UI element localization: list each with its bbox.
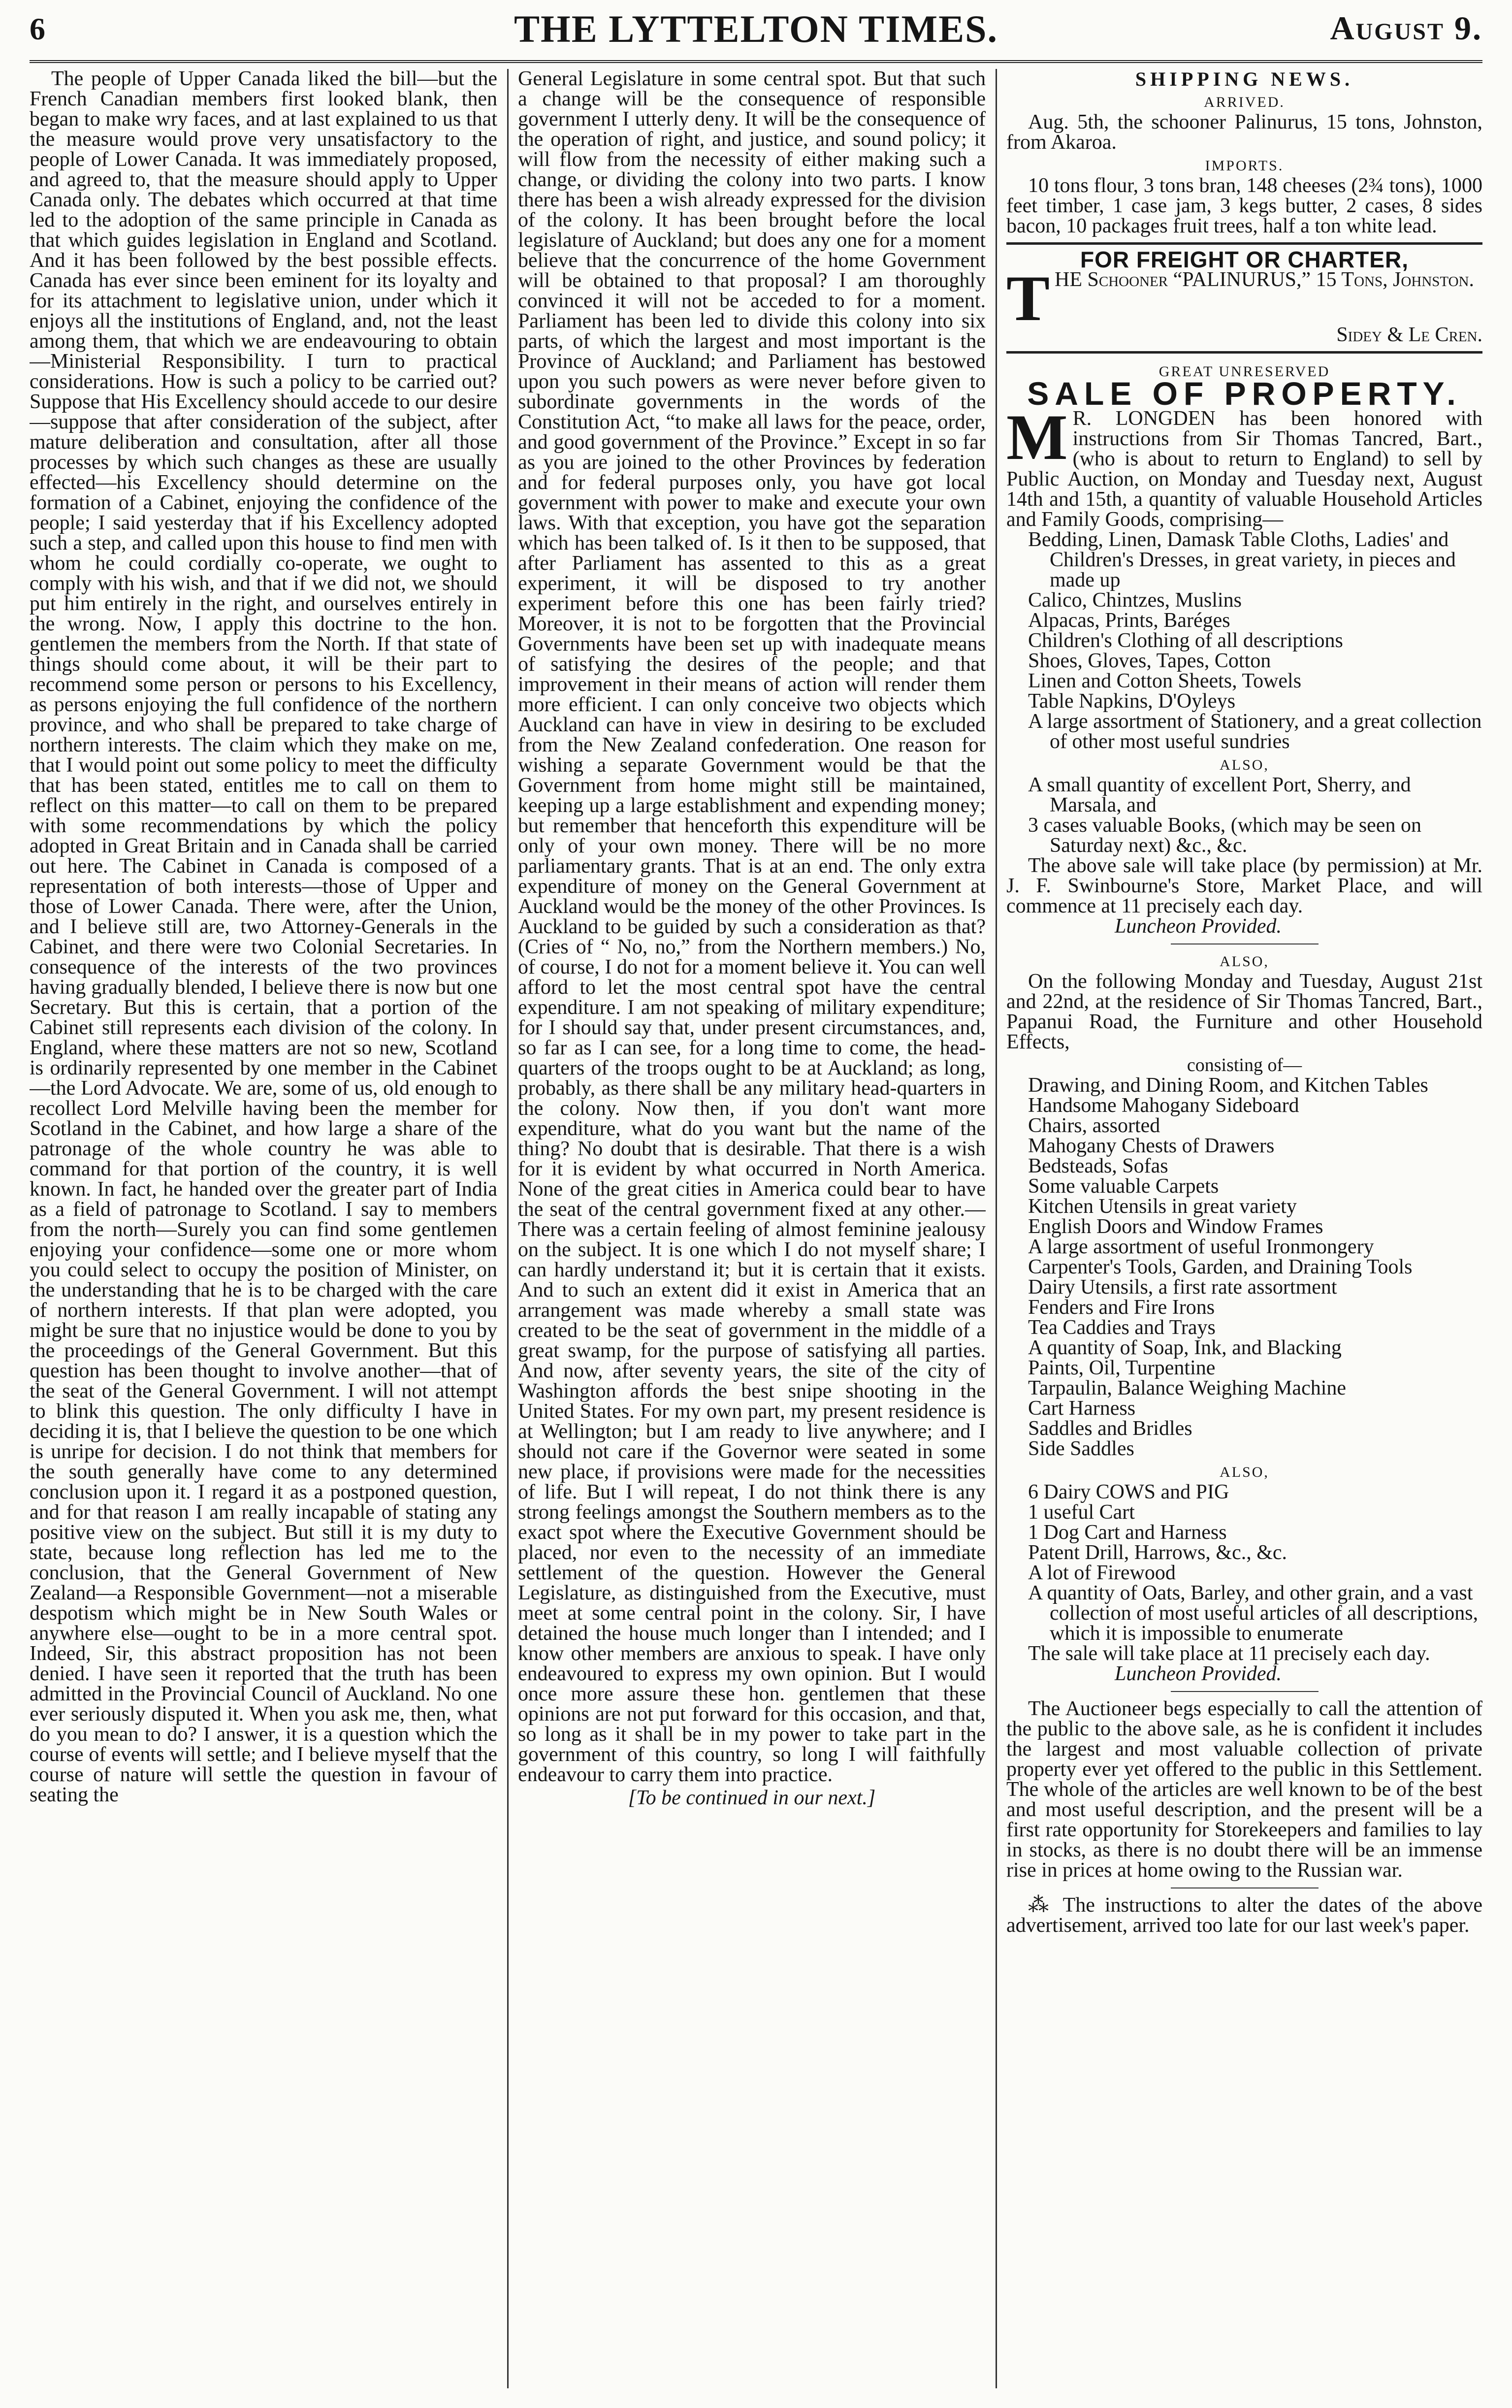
arrived-text: Aug. 5th, the schooner Palinurus, 15 tons, Johnston, from Akaroa.: [1006, 111, 1482, 154]
sale-item: 1 useful Cart: [1028, 1501, 1135, 1524]
sale-intro: R. LONGDEN has been honored with instructions from Sir Thomas Tancred, Bart., (who is about to return to England) to sell by Public Auction, on Monday and Tuesday next, August 14th and 15th, a quantity of valuable Household Articles and Family Goods, comprising—: [1006, 407, 1482, 531]
sale-item: Drawing, and Dining Room, and Kitchen Tables: [1028, 1074, 1428, 1097]
also-label: ALSO,: [1220, 1464, 1269, 1480]
sale-item: A quantity of Soap, Ink, and Blacking: [1028, 1336, 1342, 1359]
divider: [1171, 1887, 1319, 1888]
column-rule: [507, 69, 509, 2388]
late-instructions-note: ⁂ The instructions to alter the dates of the above advertisement, arrived too late for our last week's paper.: [1006, 1894, 1482, 1937]
shipping-title: SHIPPING NEWS.: [1135, 69, 1354, 90]
sale-item: Alpacas, Prints, Baréges: [1028, 609, 1230, 632]
sale-advertisement: [1006, 351, 1482, 1936]
sale-item-list: [1006, 1482, 1482, 1644]
imports-label: IMPORTS.: [1205, 158, 1284, 174]
issue-date: August 9.: [1330, 9, 1482, 47]
sale-item: 1 Dog Cart and Harness: [1028, 1521, 1227, 1544]
sale-item: A large assortment of useful Ironmongery: [1028, 1236, 1374, 1258]
sale-item: Table Napkins, D'Oyleys: [1028, 690, 1236, 713]
freight-text: HE Schooner “PALINURUS,” 15 Tons, Johnston.: [1055, 268, 1474, 291]
sale-item: Cart Harness: [1028, 1397, 1136, 1420]
luncheon-note: Luncheon Provided.: [1115, 1662, 1282, 1685]
imports-text: 10 tons flour, 3 tons bran, 148 cheeses (2¾ tons), 1000 feet timber, 1 case jam, 3 kegs butter, 2 cases, 8 sides bacon, 10 packages fruit trees, half a ton white lead.: [1006, 174, 1482, 237]
divider: [1171, 1691, 1319, 1692]
sale-item: Fenders and Fire Irons: [1028, 1296, 1215, 1319]
sale-item: Kitchen Utensils in great variety: [1028, 1195, 1297, 1218]
sale-place: The above sale will take place (by permission) at Mr. J. F. Swinbourne's Store, Market Place, and will commence at 11 precisely each day.: [1006, 854, 1482, 917]
sale-item-list: [1006, 530, 1482, 752]
auctioneer-note: The Auctioneer begs especially to call the attention of the public to the above sale, as he is confident it includes the largest and most valuable collection of private property ever yet offered to the public in this Settlement. The whole of the articles are well known to be of the best and most useful description, and the present will be a first rate opportunity for Storekeepers and families to lay in stocks, as there is no doubt there will be an immense rise in prices at home owing to the Russian war.: [1006, 1697, 1482, 1882]
sale-item: Carpenter's Tools, Garden, and Draining Tools: [1028, 1256, 1413, 1278]
sale-item-list: [1006, 1075, 1482, 1459]
sale-item: Bedding, Linen, Damask Table Cloths, Ladies' and Children's Dresses, in great variety, in pieces and made up: [1028, 528, 1456, 591]
speech-text-continued: General Legislature in some central spot. But that such a change will be the consequence of responsible government I utterly deny. It will be the consequence of the operation of right, and justice, and sound policy; it will flow from the necessity of either making such a change, or dividing the colony into two parts. I know there has been a wish already expressed for the division of the colony. It has been brought before the local legislature of Auckland; but does any one for a moment believe that the concurrence of the home Government will be obtained to that proposal? I am thoroughly convinced it will not be acceded to for a moment. Parliament has been led to divide this colony into six parts, of which the largest and most important is the Province of Auckland; and Parliament has bestowed upon you such powers as were never before given to subordinate governments in the words of the Constitution Act, “to make all laws for the peace, order, and good government of the Province.” Except in so far as you are joined to the other Provinces by federation and for federal purposes only, you have got local government with power to make and execute your own laws. With that exception, you have got the separation which has been talked of. Is it then to be supposed, that after Parliament has assented to this as a great experiment, it will be disposed to try another experiment before this one has been fairly tried? Moreover, it is not to be forgotten that the Provincial Governments have been set up with inadequate means of satisfying the desires of the people; and that improvement in their means of action will render them more efficient. I can only conceive two objects which Auckland can have in view in desiring to be excluded from the New Zealand confederation. One reason for wishing a separate Government would be that the Government from home might still be maintained, keeping up a large establishment and expending money; but remember that henceforth this expenditure will be only of your own money. There will be no more parliamentary grants. That is at an end. The only extra expenditure of money on the General Government at Auckland would be the money of the other Provinces. Is Auckland to be guided by such a consideration as that? (Cries of “ No, no,” from the Northern members.) No, of course, I do not for a moment believe it. You can well afford to let the most central spot have the central expenditure. I am not speaking of military expenditure; for I should say that, under present circumstances, and, so far as I can see, for a long time to come, the head-quarters of the troops ought to be at Auckland; as long, probably, as there shall be any military head-quarters in the colony. Now then, if you don't want more expenditure, what do you want but the name of the thing? No doubt that is desirable. That there is a wish for it is evident by what occurred in North America. None of the great cities in America could bear to have the seat of the central government fixed at any other.—There was a certain feeling of almost feminine jealousy on the subject. It is one which I do not myself share; I can hardly understand it; but it is certain that it exists. And to such an extent did it exist in America that an arrangement was made whereby a small state was created to be the seat of government in the middle of a great swamp, for the purpose of satisfying all parties. And now, after seventy years, the site of the city of Washington affords the best snipe shooting in the United States. For my own part, my present residence is at Wellington; but I am ready to live anywhere; and I should not care if the Governor were seated in some new place, if provisions were made for the necessities of life. But I will repeat, I do not think there is any strong feelings amongst the Southern members as to the exact spot where the Executive Government should be placed, nor even to the necessity of an immediate settlement of the question. However the General Legislature, as distinguished from the Executive, must meet at some central point in the colony. Sir, I have detained the house much longer than I intended; and I know other members are anxious to speak. I have only endeavoured to express my own opinion. But I would once more assure these hon. gentlemen that these opinions are not put forward for this occasion, and that, so long as it shall be in my power to take part in the government of this country, so long I will faithfully endeavour to carry them into practice.: [518, 69, 986, 1786]
sale-title: SALE OF PROPERTY.: [1027, 375, 1462, 412]
sale-item: A quantity of Oats, Barley, and other grain, and a vast collection of most useful articles of all descriptions, which it is impossible to enumerate: [1028, 1582, 1479, 1645]
sale-item: Bedsteads, Sofas: [1028, 1155, 1168, 1177]
freight-advertisement: [1006, 242, 1482, 345]
arrived-label: ARRIVED.: [1204, 94, 1285, 110]
sale-item: Paints, Oil, Turpentine: [1028, 1357, 1216, 1379]
freight-title: FOR FREIGHT OR CHARTER,: [1080, 247, 1409, 272]
drop-cap: M: [1006, 401, 1068, 473]
sale-item: Side Saddles: [1028, 1437, 1134, 1460]
also-label: ALSO,: [1220, 757, 1269, 773]
sale-time: The sale will take place at 11 precisely each day.: [1028, 1642, 1430, 1665]
sale-item: 6 Dairy COWS and PIG: [1028, 1481, 1229, 1503]
sale-item: A lot of Firewood: [1028, 1562, 1176, 1584]
sale-item: Handsome Mahogany Sideboard: [1028, 1094, 1299, 1117]
luncheon-note: Luncheon Provided.: [1115, 915, 1282, 938]
column-2: [518, 69, 986, 2388]
shipping-news: [1006, 69, 1482, 236]
column-3-advertisements: [1006, 69, 1482, 2388]
sale-item: Saddles and Bridles: [1028, 1417, 1192, 1440]
sale-item: Mahogany Chests of Drawers: [1028, 1135, 1275, 1157]
second-sale-text: On the following Monday and Tuesday, August 21st and 22nd, at the residence of Sir Thomas Tancred, Bart., Papanui Road, the Furniture and other Household Effects,: [1006, 970, 1482, 1053]
sale-item: English Doors and Window Frames: [1028, 1215, 1323, 1238]
sale-item: A large assortment of Stationery, and a great collection of other most useful sundries: [1028, 710, 1482, 753]
sale-item: Dairy Utensils, a first rate assortment: [1028, 1276, 1337, 1299]
sale-item: A small quantity of excellent Port, Sherry, and Marsala, and: [1028, 774, 1411, 816]
sale-item: Tarpaulin, Balance Weighing Machine: [1028, 1377, 1347, 1399]
sale-item: Calico, Chintzes, Muslins: [1028, 589, 1242, 612]
masthead-title: THE LYTTELTON TIMES.: [514, 7, 998, 50]
sale-item: 3 cases valuable Books, (which may be seen on Saturday next) &c., &c.: [1028, 814, 1421, 857]
drop-cap: T: [1006, 262, 1050, 334]
sale-item-list: [1006, 775, 1482, 856]
sale-item: Tea Caddies and Trays: [1028, 1316, 1216, 1339]
sale-item: Children's Clothing of all descriptions: [1028, 629, 1343, 652]
speech-text: The people of Upper Canada liked the bill—but the French Canadian members first looked blank, then began to make wry faces, and at last explained to us that the measure would prove very unsatisfactory to the people of Lower Canada. It was immediately proposed, and agreed to, that the measure should apply to Upper Canada only. The debates which occurred at that time led to the adoption of the same principle in Canada as that which guides legislation in England and Scotland. And it has been followed by the best possible effects. Canada has ever since been eminent for its loyalty and for its attachment to legislative union, under which it enjoys all the institutions of England, and, not the least among them, that which we are endeavouring to obtain—Ministerial Responsibility. I turn to practical considerations. How is such a policy to be carried out? Suppose that His Excellency should accede to our desire—suppose that after consideration of the subject, after mature deliberation and consultation, after all those processes by which such changes as these are usually effected—his Excellency should determine on the formation of a Cabinet, enjoying the confidence of the people; I said yesterday that if his Excellency adopted such a step, and called upon this house to find men with whom he could cordially co-operate, we ought to comply with his wish, and that if we did not, we should put him entirely in the right, and ourselves entirely in the wrong. Now, I apply this doctrine to the hon. gentlemen the members from the North. If that state of things should come about, it will be their part to recommend some person or persons to his Excellency, as persons enjoying the full confidence of the northern province, and who shall be prepared to take charge of northern interests. The claim which they make on me, that I would point out some policy to meet the difficulty that has been stated, entitles me to call on them to reflect on this matter—to call on them to be prepared with some recommendations by which the policy adopted in Great Britain and in Canada shall be carried out here. The Cabinet in Canada is composed of a representation of both interests—those of Upper and those of Lower Canada. There were, after the Union, and I believe still are, two Attorney-Generals in the Cabinet, and there were two Colonial Secretaries. In consequence of the interests of the two provinces having gradually blended, I believe there is now but one Secretary. But this is certain, that a portion of the Cabinet still represents each division of the colony. In England, where these matters are not so new, Scotland is ordinarily represented by one member in the Cabinet—the Lord Advocate. We are, some of us, old enough to recollect Lord Melville having been the member for Scotland in the Cabinet, and how large a share of the patronage of the whole country he was able to command for that portion of the country, it is well known. In fact, he handed over the greater part of India as a field of patronage to Scotland. I say to members from the north—Surely you can find some gentlemen enjoying your confidence—some one or more whom you could select to occupy the position of Minister, on the understanding that he is to be charged with the care of northern interests. If that plan were adopted, you might be sure that no injustice would be done to you by the proceedings of the General Government. But this question has been thought to involve another—that of the seat of the General Government. I will not attempt to blink this question. The only difficulty I have in deciding it is, that I believe the question to be one which is unripe for decision. I do not think that members for the south generally have come to any determined conclusion upon it. I regard it as a postponed question, and for that reason I am really incapable of stating any positive view on the subject. But still it is my duty to state, because long reflection has led me to the conclusion, that the General Government of New Zealand—a Responsible Government—not a miserable despotism which might be in New South Wales or anywhere else—ought to be in a more central spot. Indeed, Sir, this abstract proposition has not been denied. I have seen it reported that the truth has been admitted in the Provincial Council of Auckland. No one ever seriously disputed it. When you ask me, then, what do you mean to do? I answer, it is a question which the course of events will settle; and I believe myself that the course of nature will settle the question in favour of seating the: [30, 69, 497, 1806]
sale-item: Some valuable Carpets: [1028, 1175, 1219, 1198]
column-rule: [996, 69, 997, 2388]
sale-item: Linen and Cotton Sheets, Towels: [1028, 670, 1302, 692]
also-label: ALSO,: [1220, 953, 1269, 970]
sale-item: Chairs, assorted: [1028, 1114, 1160, 1137]
sale-kicker: GREAT UNRESERVED: [1158, 363, 1330, 380]
header-rule: [30, 60, 1482, 63]
page-header: [30, 7, 1482, 61]
continued-note: [To be continued in our next.]: [628, 1787, 876, 1809]
consisting-label: consisting of—: [1187, 1055, 1302, 1075]
column-1: [30, 69, 497, 2388]
page-number: 6: [30, 11, 45, 46]
freight-signature: Sidey & Le Cren.: [1336, 324, 1482, 346]
sale-item: Shoes, Gloves, Tapes, Cotton: [1028, 650, 1271, 672]
sale-item: Patent Drill, Harrows, &c., &c.: [1028, 1541, 1287, 1564]
